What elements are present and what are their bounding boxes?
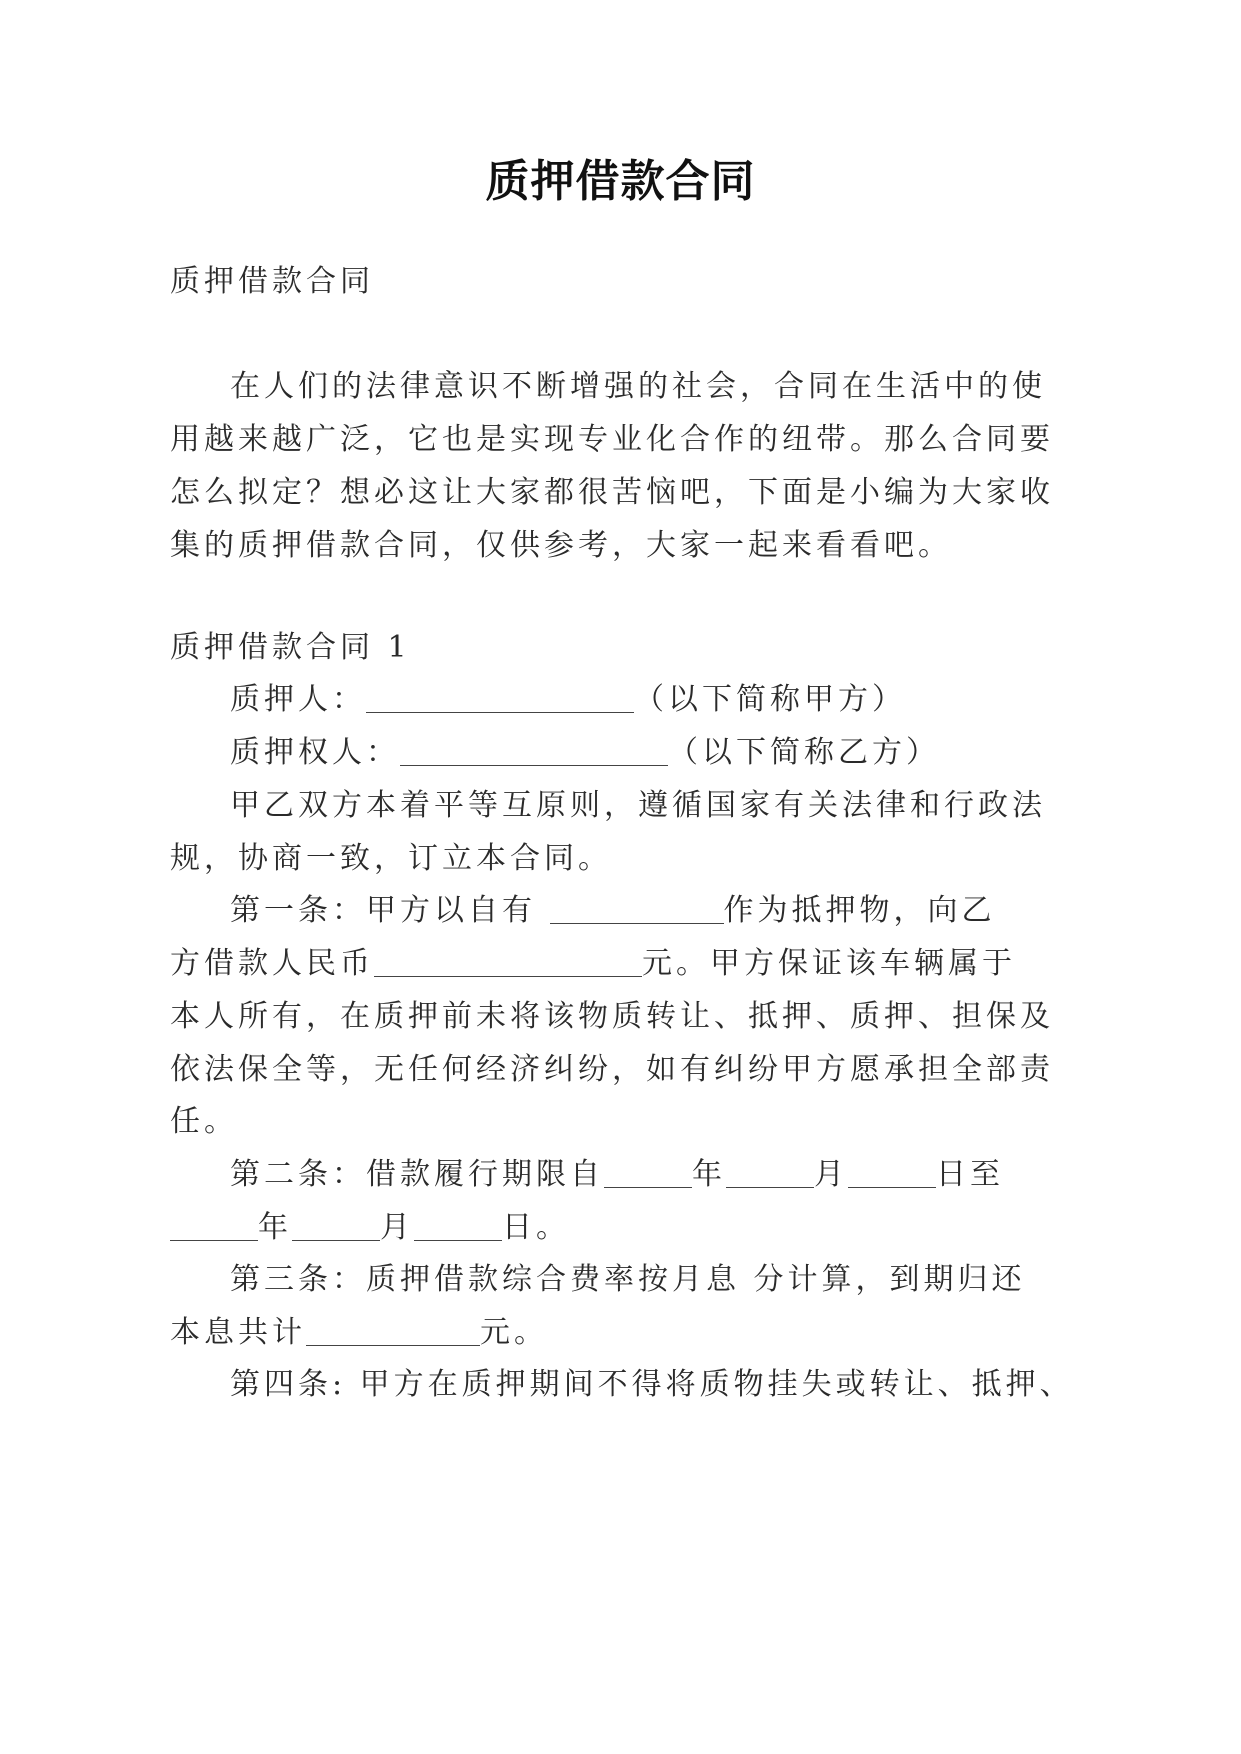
article-1-line: 任。: [170, 1104, 238, 1139]
collateral-blank: [550, 893, 724, 924]
article-2-text: 日。: [502, 1210, 570, 1245]
article-2-text: 第二条：借款履行期限自: [230, 1157, 604, 1192]
intro-line: 用越来越广泛，它也是实现专业化合作的纽带。那么合同要: [170, 422, 1054, 457]
start-year-blank: [604, 1157, 692, 1188]
article-2-text: 年: [258, 1210, 292, 1245]
article-1-line: 依法保全等，无任何经济纠纷，如有纠纷甲方愿承担全部责: [170, 1052, 1054, 1087]
intro-line: 在人们的法律意识不断增强的社会，合同在生活中的使: [230, 369, 1046, 404]
end-day-blank: [414, 1210, 502, 1241]
article-1-text: 第一条：甲方以自有: [230, 893, 550, 928]
article-2-line: [170, 1208, 570, 1248]
pledgee-blank: [400, 735, 668, 766]
article-3-text: 本息共计: [170, 1315, 306, 1350]
article-1-text: 元。甲方保证该车辆属于: [642, 946, 1016, 981]
pledgor-note: （以下简称甲方）: [634, 682, 906, 717]
intro-line: 集的质押借款合同，仅供参考，大家一起来看看吧。: [170, 528, 952, 563]
article-2-text: 月: [814, 1157, 848, 1192]
pledgor-label: 质押人：: [230, 682, 366, 717]
pledgor-blank: [366, 682, 634, 713]
pledgor-line: [230, 680, 906, 720]
start-month-blank: [726, 1157, 814, 1188]
start-day-blank: [848, 1157, 936, 1188]
article-1-line: 本人所有，在质押前未将该物质转让、抵押、质押、担保及: [170, 999, 1054, 1034]
article-1-text: 作为抵押物，向乙: [723, 893, 996, 928]
intro-line: 怎么拟定？想必这让大家都很苦恼吧，下面是小编为大家收: [170, 475, 1054, 510]
article-2-text: 月: [380, 1210, 414, 1245]
article-1-text: 方借款人民币: [170, 946, 374, 981]
preamble-line: 甲乙双方本着平等互原则，遵循国家有关法律和行政法: [230, 788, 1046, 823]
article-3-line: 第三条：质押借款综合费率按月息 分计算，到期归还: [230, 1262, 1026, 1297]
article-1-line: [170, 944, 1016, 984]
document-title: 质押借款合同: [485, 156, 756, 207]
pledgee-note: （以下简称乙方）: [668, 735, 940, 770]
preamble-line: 规，协商一致，订立本合同。: [170, 841, 612, 876]
loan-amount-blank: [374, 946, 642, 977]
article-4-line: 第四条: 甲方在质押期间不得将质物挂失或转让、抵押、: [230, 1367, 1074, 1402]
article-3-line: [170, 1313, 548, 1353]
article-2-line: [230, 1155, 1004, 1195]
end-year-blank: [170, 1210, 258, 1241]
end-month-blank: [292, 1210, 380, 1241]
document-subtitle: 质押借款合同: [170, 264, 374, 299]
article-1-line: [230, 891, 996, 931]
article-2-text: 年: [692, 1157, 726, 1192]
article-2-text: 日至: [936, 1157, 1004, 1192]
total-amount-blank: [306, 1315, 480, 1346]
pledgee-line: [230, 733, 940, 773]
section-heading: 质押借款合同 1: [170, 630, 411, 665]
article-3-text: 元。: [480, 1315, 548, 1350]
pledgee-label: 质押权人：: [230, 735, 400, 770]
